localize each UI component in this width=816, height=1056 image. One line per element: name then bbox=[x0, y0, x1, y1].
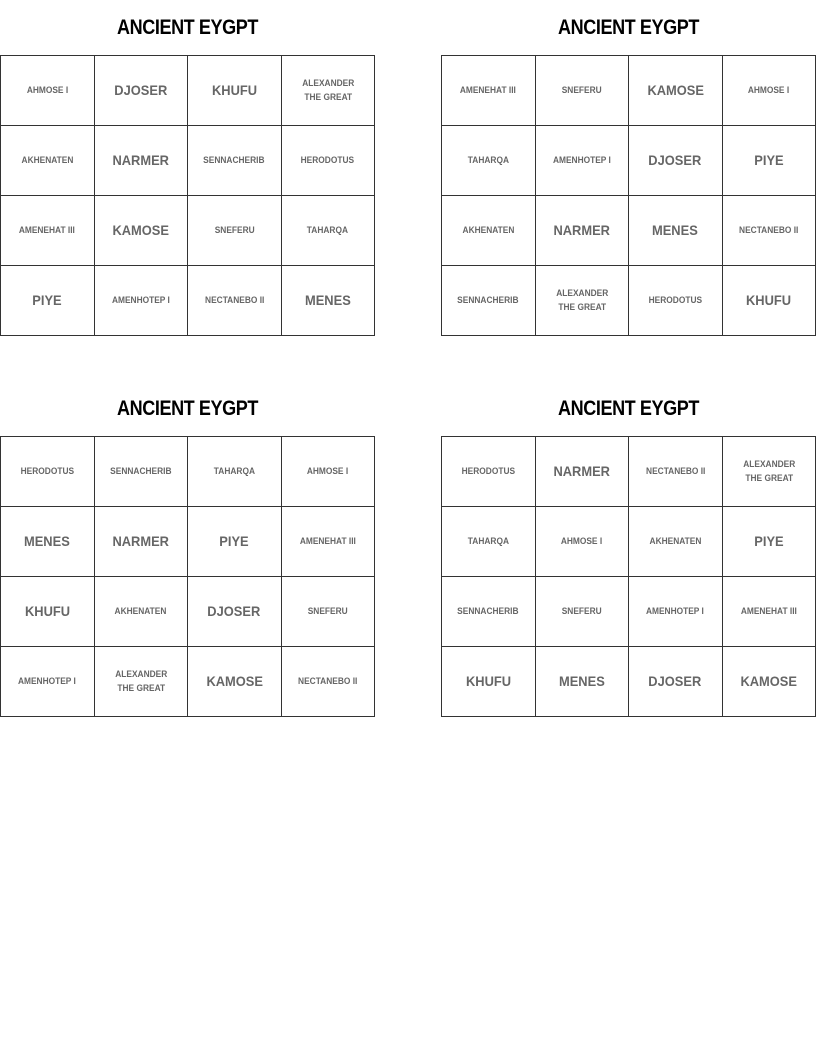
bingo-cell-label: NARMER bbox=[112, 152, 170, 169]
bingo-cell-label: AHMOSE I bbox=[748, 84, 790, 96]
bingo-cell bbox=[282, 437, 376, 507]
bingo-cell-label: HERODOTUS bbox=[648, 294, 702, 306]
bingo-cell-label: PIYE bbox=[754, 533, 784, 550]
bingo-cell-label: PIYE bbox=[32, 292, 62, 309]
bingo-cell-label: ALEXANDER THE GREAT bbox=[301, 77, 354, 103]
bingo-cell-label: DJOSER bbox=[648, 152, 702, 169]
bingo-cell bbox=[442, 266, 536, 336]
bingo-cell bbox=[282, 196, 376, 266]
bingo-cell-label: HERODOTUS bbox=[20, 465, 74, 477]
card-title: ANCIENT EYGPT bbox=[117, 396, 258, 420]
bingo-cell-label: TAHARQA bbox=[467, 154, 509, 166]
bingo-cell bbox=[536, 266, 630, 336]
bingo-cell bbox=[536, 126, 630, 196]
bingo-cell-label: MENES bbox=[304, 292, 351, 309]
bingo-cell bbox=[723, 437, 816, 507]
bingo-cell-label: HERODOTUS bbox=[301, 154, 355, 166]
bingo-cell bbox=[282, 577, 376, 647]
bingo-cell bbox=[188, 647, 282, 717]
bingo-cell bbox=[629, 647, 723, 717]
bingo-cell bbox=[95, 56, 189, 126]
bingo-cell bbox=[629, 126, 723, 196]
bingo-cell-label: AHMOSE I bbox=[307, 465, 349, 477]
bingo-card-4 bbox=[441, 381, 816, 717]
bingo-cell-label: DJOSER bbox=[648, 673, 702, 690]
bingo-cell bbox=[282, 56, 376, 126]
bingo-cell-label: SENNACHERIB bbox=[110, 465, 172, 477]
bingo-cell bbox=[536, 577, 630, 647]
bingo-card-2 bbox=[441, 0, 816, 336]
bingo-cell bbox=[1, 437, 95, 507]
bingo-cell bbox=[188, 126, 282, 196]
bingo-cell-label: DJOSER bbox=[114, 82, 168, 99]
bingo-card-3 bbox=[0, 381, 375, 717]
bingo-grid bbox=[441, 55, 816, 336]
bingo-cell bbox=[723, 647, 816, 717]
bingo-cell bbox=[629, 507, 723, 577]
bingo-cell bbox=[1, 266, 95, 336]
bingo-cell-label: NARMER bbox=[112, 533, 170, 550]
bingo-cell-label: PIYE bbox=[219, 533, 249, 550]
bingo-cell bbox=[442, 56, 536, 126]
bingo-cell-label: SENNACHERIB bbox=[457, 294, 519, 306]
bingo-cell bbox=[1, 507, 95, 577]
bingo-cell-label: ALEXANDER THE GREAT bbox=[114, 668, 167, 694]
bingo-cell bbox=[723, 577, 816, 647]
bingo-cell-label: MENES bbox=[24, 533, 71, 550]
bingo-cell bbox=[629, 437, 723, 507]
bingo-cell bbox=[188, 266, 282, 336]
bingo-cell bbox=[95, 196, 189, 266]
card-title: ANCIENT EYGPT bbox=[117, 15, 258, 39]
bingo-cell-label: AMENEHAT III bbox=[299, 535, 356, 547]
bingo-cell-label: KAMOSE bbox=[646, 82, 704, 99]
bingo-cell bbox=[95, 266, 189, 336]
bingo-cell bbox=[282, 126, 376, 196]
bingo-cell bbox=[1, 56, 95, 126]
bingo-cell bbox=[629, 577, 723, 647]
card-title: ANCIENT EYGPT bbox=[558, 15, 699, 39]
bingo-card-1 bbox=[0, 0, 375, 336]
bingo-cell bbox=[188, 196, 282, 266]
bingo-cell-label: AMENHOTEP I bbox=[18, 675, 77, 687]
bingo-cell-label: AKHENATEN bbox=[649, 535, 702, 547]
bingo-cell-label: SNEFERU bbox=[214, 224, 255, 236]
bingo-cell bbox=[95, 647, 189, 717]
bingo-cell bbox=[95, 437, 189, 507]
bingo-cell-label: AMENHOTEP I bbox=[646, 605, 705, 617]
bingo-grid bbox=[441, 436, 816, 717]
bingo-cell bbox=[282, 647, 376, 717]
bingo-cell-label: MENES bbox=[652, 222, 699, 239]
bingo-cell-label: KHUFU bbox=[746, 292, 792, 309]
bingo-cell-label: KAMOSE bbox=[740, 673, 798, 690]
bingo-cell-label: SENNACHERIB bbox=[203, 154, 265, 166]
bingo-cell bbox=[1, 196, 95, 266]
bingo-cell bbox=[442, 196, 536, 266]
bingo-cell bbox=[536, 647, 630, 717]
bingo-cell bbox=[629, 266, 723, 336]
bingo-cell bbox=[188, 577, 282, 647]
bingo-cell bbox=[536, 507, 630, 577]
bingo-cell-label: SNEFERU bbox=[561, 605, 602, 617]
bingo-cell bbox=[95, 126, 189, 196]
bingo-cell-label: AMENEHAT III bbox=[19, 224, 76, 236]
bingo-grid bbox=[0, 55, 375, 336]
bingo-cell bbox=[723, 507, 816, 577]
bingo-cell bbox=[723, 266, 816, 336]
bingo-cell-label: NECTANEBO II bbox=[739, 224, 799, 236]
bingo-cell-label: ALEXANDER THE GREAT bbox=[742, 458, 795, 484]
bingo-cell bbox=[442, 507, 536, 577]
card-title: ANCIENT EYGPT bbox=[558, 396, 699, 420]
bingo-cell-label: AHMOSE I bbox=[26, 84, 68, 96]
bingo-cell bbox=[188, 507, 282, 577]
bingo-cell-label: NARMER bbox=[553, 222, 611, 239]
bingo-cell bbox=[723, 56, 816, 126]
bingo-cell-label: KHUFU bbox=[211, 82, 257, 99]
bingo-cell-label: TAHARQA bbox=[213, 465, 255, 477]
bingo-grid bbox=[0, 436, 375, 717]
bingo-cell bbox=[723, 126, 816, 196]
bingo-cell bbox=[536, 437, 630, 507]
bingo-cell-label: AMENEHAT III bbox=[460, 84, 517, 96]
bingo-cell-label: KHUFU bbox=[465, 673, 511, 690]
bingo-cell bbox=[536, 196, 630, 266]
bingo-cell-label: PIYE bbox=[754, 152, 784, 169]
bingo-cell bbox=[536, 56, 630, 126]
bingo-cell-label: AHMOSE I bbox=[561, 535, 603, 547]
bingo-cell bbox=[442, 126, 536, 196]
bingo-cell bbox=[442, 437, 536, 507]
bingo-cell bbox=[442, 647, 536, 717]
bingo-cell-label: KHUFU bbox=[24, 603, 70, 620]
bingo-cell bbox=[188, 56, 282, 126]
bingo-cell bbox=[1, 647, 95, 717]
bingo-cell-label: AKHENATEN bbox=[21, 154, 74, 166]
bingo-cell bbox=[282, 266, 376, 336]
bingo-cell bbox=[188, 437, 282, 507]
bingo-cell-label: KAMOSE bbox=[112, 222, 170, 239]
bingo-cell-label: NECTANEBO II bbox=[645, 465, 705, 477]
bingo-cell-label: TAHARQA bbox=[467, 535, 509, 547]
bingo-cell-label: AMENEHAT III bbox=[740, 605, 797, 617]
bingo-cell-label: SENNACHERIB bbox=[457, 605, 519, 617]
bingo-cell bbox=[1, 126, 95, 196]
bingo-cell-label: NECTANEBO II bbox=[298, 675, 358, 687]
bingo-cell-label: MENES bbox=[558, 673, 605, 690]
bingo-cell-label: TAHARQA bbox=[307, 224, 349, 236]
bingo-cell bbox=[95, 577, 189, 647]
bingo-cell bbox=[629, 56, 723, 126]
bingo-cell bbox=[1, 577, 95, 647]
bingo-cell-label: AMENHOTEP I bbox=[111, 294, 170, 306]
bingo-cell bbox=[95, 507, 189, 577]
bingo-cell-label: SNEFERU bbox=[561, 84, 602, 96]
bingo-cell-label: SNEFERU bbox=[307, 605, 348, 617]
bingo-cell bbox=[723, 196, 816, 266]
bingo-cell bbox=[282, 507, 376, 577]
bingo-cell-label: NARMER bbox=[553, 463, 611, 480]
bingo-cell-label: HERODOTUS bbox=[461, 465, 515, 477]
bingo-cell bbox=[629, 196, 723, 266]
bingo-cell-label: AKHENATEN bbox=[114, 605, 167, 617]
bingo-cell-label: AMENHOTEP I bbox=[552, 154, 611, 166]
bingo-cell-label: ALEXANDER THE GREAT bbox=[555, 287, 608, 313]
bingo-cell-label: NECTANEBO II bbox=[204, 294, 264, 306]
bingo-cell-label: AKHENATEN bbox=[462, 224, 515, 236]
bingo-cell-label: KAMOSE bbox=[205, 673, 263, 690]
bingo-cell bbox=[442, 577, 536, 647]
bingo-cell-label: DJOSER bbox=[207, 603, 261, 620]
